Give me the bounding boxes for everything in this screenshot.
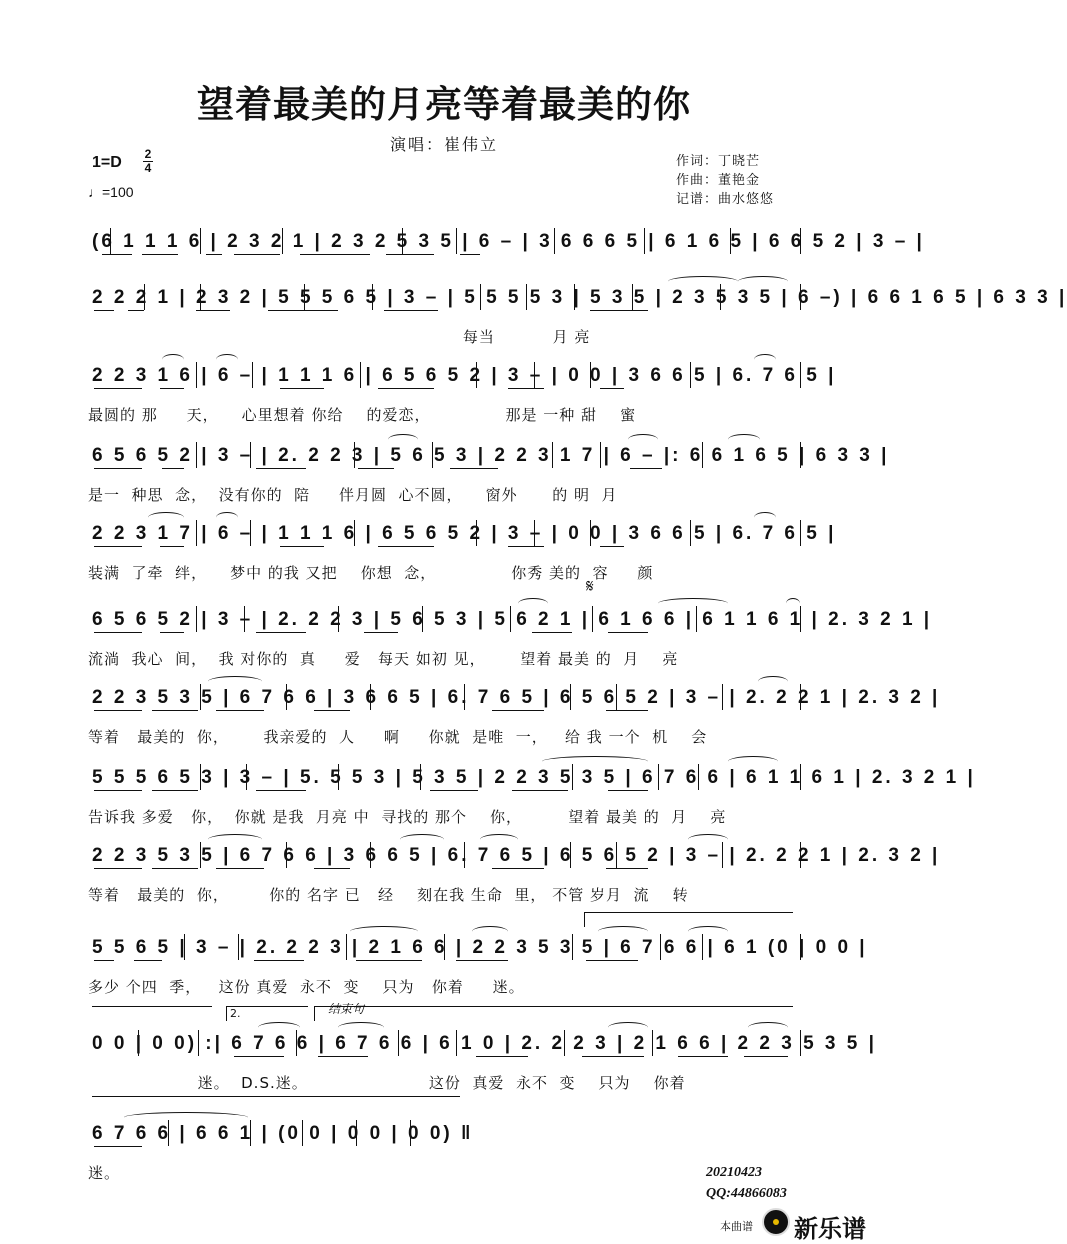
beam-underline	[314, 710, 350, 711]
beam-underline	[94, 790, 142, 791]
note-text: 2 2 3 5 3 5 | 6 7 6 6 | 3 6 6 5 | 6. 7 6 5 | 6 5 6 5 2 | 3 – | 2. 2 2 1 | 2. 3 2 |	[92, 687, 941, 708]
beam-underline	[430, 790, 478, 791]
lyric-line: 每当 月 亮	[88, 328, 591, 346]
notation-line	[88, 226, 925, 258]
page-title: 望着最美的月亮等着最美的你	[197, 83, 691, 126]
beam-underline	[160, 388, 184, 389]
slur-arc	[728, 756, 778, 767]
slur-arc	[518, 598, 548, 609]
slur-arc	[388, 434, 418, 445]
note-text: (6 1 1 1 6 | 2 3 2 1 | 2 3 2 5 3 5 | 6 – | 3 6 6 6 5 | 6 1 6 5 | 6 6 5 2 | 3 – |	[92, 231, 925, 252]
slur-arc	[480, 834, 518, 845]
slur-arc	[754, 354, 776, 365]
slur-arc	[608, 1022, 648, 1033]
slur-arc	[162, 354, 184, 365]
qq-text: QQ:44866083	[706, 1186, 787, 1201]
lyric-line: 最圆的 那 天， 心里想着 你给 的爱恋， 那是 一种 甜 蜜	[88, 406, 637, 424]
beam-underline	[512, 790, 568, 791]
transcriber-credit: 记谱：曲水悠悠	[676, 192, 775, 207]
slur-arc	[748, 1022, 788, 1033]
beam-underline	[590, 310, 648, 311]
lyric-line: 等着 最美的 你， 你的 名字 已 经 刻在我 生命 里， 不管 岁月 流 转	[88, 886, 689, 904]
slur-arc	[472, 926, 508, 937]
beam-underline	[160, 546, 184, 547]
segno-sign: 𝄋	[586, 576, 594, 597]
beam-underline	[358, 468, 394, 469]
time-sig-top: 2	[144, 147, 152, 161]
beam-underline	[450, 468, 498, 469]
key-signature: 1=D	[92, 154, 122, 171]
slur-arc	[658, 598, 728, 609]
beam-underline	[492, 710, 544, 711]
beam-underline	[532, 632, 572, 633]
site-logo-icon	[762, 1208, 790, 1236]
beam-underline	[142, 254, 178, 255]
slur-arc	[738, 276, 788, 287]
beam-underline	[600, 388, 624, 389]
site-label: 本曲谱	[720, 1220, 753, 1233]
beam-underline	[216, 710, 264, 711]
beam-underline	[318, 1056, 368, 1057]
notation-line	[88, 518, 837, 550]
lyric-line: 流淌 我心 间， 我 对你的 真 爱 每天 如初 见， 望着 最美 的 月 亮	[88, 650, 679, 668]
slur-arc	[668, 276, 738, 287]
beam-underline	[606, 710, 648, 711]
beam-underline	[254, 960, 304, 961]
lyric-line: 告诉我 多爱 你， 你就 是我 月亮 中 寻找的 那个 你， 望着 最美 的 月 亮	[88, 808, 727, 826]
note-text: 2 2 3 1 6 | 6 – | 1 1 1 6 | 6 5 6 5 2 | 3 – | 0 0 | 3 6 6 5 | 6. 7 6 5 |	[92, 365, 837, 386]
beam-underline	[384, 310, 438, 311]
note-text: 5 5 6 5 | 3 – | 2. 2 2 3 | 2 1 6 6 | 2 2 3 5 3 5 | 6 7 6 6 | 6 1 (0 | 0 0 |	[92, 937, 868, 958]
date-text: 20210423	[706, 1165, 762, 1180]
slur-arc	[350, 926, 418, 937]
note-text: 5 5 5 6 5 3 | 3 – | 5. 5 5 3 | 5 3 5 | 2 2 3 5 3 5 | 6 7 6 6 | 6 1 1 6 1 | 2. 3 2 1 |	[92, 767, 976, 788]
beam-underline	[314, 868, 350, 869]
note-text: 2 2 2 1 | 2 3 2 | 5 5 5 6 5 | 3 – | 5 5 5 5 3 | 5 3 5 | 2 3 5 3 5 | 6 –) | 6 6 1 6 5 | 6 3 3 |	[92, 287, 1067, 308]
lyricist-credit: 作词：丁晓芒	[676, 154, 761, 169]
site-name: 新乐谱	[794, 1215, 866, 1243]
composer-credit: 作曲：董艳金	[676, 173, 761, 188]
slur-arc	[208, 834, 262, 845]
time-signature	[143, 148, 153, 175]
beam-underline	[94, 310, 114, 311]
slur-arc	[786, 598, 800, 609]
beam-underline	[94, 710, 142, 711]
note-text: 6 5 6 5 2 | 3 – | 2. 2 2 3 | 5 6 5 3 | 2 2 3 1 7 | 6 – |: 6 6 1 6 5 | 6 3 3 |	[92, 445, 890, 466]
slur-arc	[148, 512, 184, 523]
ending-bracket	[314, 1006, 793, 1021]
slur-arc	[338, 1022, 384, 1033]
beam-underline	[94, 468, 142, 469]
beam-underline	[364, 632, 398, 633]
date-stamp	[706, 1162, 787, 1204]
credits	[676, 152, 774, 209]
note-text: 0 0 | 0 0) :| 6 7 6 6 | 6 7 6 6 | 6 1 0 | 2. 2 2 3 | 2 1 6 6 | 2 2 3 5 3 5 |	[92, 1033, 877, 1054]
singer-line: 演唱：崔伟立	[389, 135, 498, 154]
notation-line	[88, 762, 976, 794]
beam-underline	[134, 960, 162, 961]
beam-underline	[356, 960, 422, 961]
beam-underline	[492, 868, 544, 869]
slur-arc	[400, 834, 444, 845]
volta-2-label: 2.	[230, 1007, 241, 1020]
slur-arc	[258, 1022, 300, 1033]
slur-arc	[216, 354, 238, 365]
note-text: 2 2 3 5 3 5 | 6 7 6 6 | 3 6 6 5 | 6. 7 6 5 | 6 5 6 5 2 | 3 – | 2. 2 2 1 | 2. 3 2 |	[92, 845, 941, 866]
beam-underline	[386, 254, 434, 255]
slur-arc	[208, 676, 262, 687]
slur-arc	[598, 926, 648, 937]
beam-underline	[280, 388, 324, 389]
lyric-line: 迷。	[88, 1164, 121, 1182]
beam-underline	[378, 388, 434, 389]
slur-arc	[688, 834, 728, 845]
notation-line	[88, 1028, 877, 1060]
beam-underline	[162, 468, 184, 469]
beam-underline	[608, 632, 648, 633]
slur-arc	[542, 756, 648, 767]
beam-underline	[94, 388, 142, 389]
tempo-marking: ♩=100	[88, 184, 134, 200]
volta-1-bracket	[584, 912, 793, 927]
beam-underline	[94, 960, 114, 961]
beam-underline	[256, 790, 306, 791]
beam-underline	[476, 1056, 528, 1057]
beam-underline	[582, 1056, 644, 1057]
beam-underline	[128, 310, 144, 311]
beam-underline	[94, 1146, 142, 1147]
beam-underline	[744, 1056, 788, 1057]
beam-underline	[678, 1056, 728, 1057]
lyric-line: 多少 个四 季， 这份 真爱 永不 变 只为 你着 迷。	[88, 978, 525, 996]
beam-underline	[630, 468, 662, 469]
lyric-line: 等着 最美的 你， 我亲爱的 人 啊 你就 是唯 一， 给 我 一个 机 会	[88, 728, 708, 746]
note-text: 6 5 6 5 2 | 3 – | 2. 2 2 3 | 5 6 5 3 | 5 6 2 1 | 6 1 6 6 | 6 1 1 6 1 | 2. 3 2 1 |	[92, 609, 933, 630]
time-sig-bottom: 4	[144, 161, 152, 175]
beam-underline	[600, 546, 624, 547]
beam-underline	[508, 388, 544, 389]
beam-underline	[152, 710, 198, 711]
slur-arc	[124, 1112, 248, 1123]
notation-line	[88, 682, 941, 714]
beam-underline	[606, 868, 648, 869]
ending-bracket-last	[92, 1096, 460, 1111]
beam-underline	[508, 546, 544, 547]
beam-underline	[206, 254, 222, 255]
slur-arc	[628, 434, 658, 445]
beam-underline	[94, 868, 142, 869]
beam-underline	[280, 546, 324, 547]
lyric-line: 是一 种思 念， 没有你的 陪 伴月圆 心不圆， 窗外 的 明 月	[88, 486, 618, 504]
beam-underline	[300, 254, 370, 255]
slur-arc	[688, 926, 728, 937]
lyric-line: 装满 了牵 绊， 梦中 的我 又把 你想 念， 你秀 美的 容 颜	[88, 564, 654, 582]
beam-underline	[456, 960, 508, 961]
note-text: 2 2 3 1 7 | 6 – | 1 1 1 6 | 6 5 6 5 2 | 3 – | 0 0 | 3 6 6 5 | 6. 7 6 5 |	[92, 523, 837, 544]
beam-underline	[152, 790, 198, 791]
ending-label: 结束句	[328, 1002, 365, 1016]
beam-underline	[196, 310, 230, 311]
beam-underline	[216, 868, 264, 869]
beam-underline	[234, 254, 280, 255]
slur-arc	[754, 512, 776, 523]
beam-underline	[152, 868, 198, 869]
slur-arc	[728, 434, 760, 445]
beam-underline	[586, 960, 638, 961]
notation-line	[88, 360, 837, 392]
volta-1-left-tail	[92, 1006, 212, 1021]
slur-arc	[216, 512, 238, 523]
note-text: 6 7 6 6 | 6 6 1 | (0 0 | 0 0 | 0 0) ‖	[92, 1123, 474, 1144]
volta-2-bracket	[226, 1006, 308, 1021]
beam-underline	[378, 546, 434, 547]
beam-underline	[256, 468, 306, 469]
beam-underline	[256, 632, 306, 633]
notation-line	[88, 440, 890, 472]
beam-underline	[102, 254, 132, 255]
beam-underline	[94, 546, 142, 547]
slur-arc	[758, 676, 788, 687]
lyric-line: 迷。 D.S.迷。 这份 真爱 永不 变 只为 你着	[88, 1074, 686, 1092]
beam-underline	[268, 310, 338, 311]
beam-underline	[460, 254, 480, 255]
beam-underline	[160, 632, 184, 633]
beam-underline	[234, 1056, 284, 1057]
beam-underline	[94, 632, 142, 633]
beam-underline	[608, 790, 648, 791]
